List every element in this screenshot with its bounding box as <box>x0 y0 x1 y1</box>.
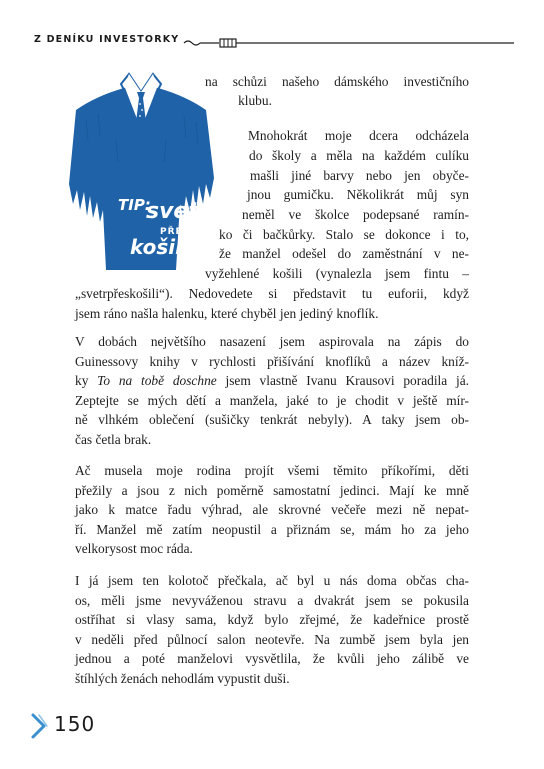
text-line: do školy a měla na každém culíku <box>249 148 469 163</box>
text-line: velkorysost moc ráda. <box>75 541 193 557</box>
text-line: klubu. <box>238 93 272 108</box>
pen-rule-decoration <box>34 31 514 53</box>
text-line: že manžel odešel do zaměstnání v ne- <box>219 246 469 261</box>
wrap-line-4-block <box>249 146 469 166</box>
sweater-illustration <box>66 70 216 270</box>
paragraph-2 <box>75 332 469 450</box>
pen-icon <box>220 39 236 47</box>
wrap-line-7-block <box>242 205 469 225</box>
wrap-line-8-block <box>219 225 469 245</box>
illustration-tip-label: TIP: <box>118 196 151 214</box>
wrap-line-1-block <box>205 72 469 92</box>
text-line: ko či bačkůrky. Stalo se dokonce i to, <box>219 227 469 242</box>
book-title: To na tobě doschne <box>97 373 217 389</box>
wrap-line-6-block <box>247 185 469 205</box>
text-line: čas četla brak. <box>75 431 152 447</box>
text-line: „svetrpřeskošili“). Nedovedete si představit tu euforii, když <box>75 286 469 301</box>
sweater-over-shirt-icon <box>66 70 216 270</box>
text-line: ří. Manžel mě zatím neopustil a přiznám se, mám ho za jeho <box>75 521 469 537</box>
text-line: neměl ve školce podepsané ramín- <box>242 207 469 222</box>
text-line: ně vlhkém oblečení (sušičky tenkrát nebyly). A taky jsem ob- <box>75 412 469 428</box>
running-header <box>34 31 514 53</box>
text-line: jednou a poté manželovi vysvětlila, že kvůli jeho zálibě ve <box>75 651 469 667</box>
illustration-svetr-label: svetr <box>146 199 210 224</box>
illustration-kosili-label: košili <box>130 235 189 259</box>
text-line: ostříhat si vlasy sama, když bylo zřejmé, že kadeřnice prostě <box>75 612 469 628</box>
chevron-right-icon <box>30 712 50 740</box>
text-line: jnou gumičku. Několikrát můj syn <box>247 187 469 202</box>
paragraph-1-rest <box>75 284 469 323</box>
text-line: v neděli před půlnocí salon neotevře. Na zumbě jsem byla jen <box>75 631 469 647</box>
wrap-line-9-block <box>219 244 469 264</box>
wrap-line-5-block <box>250 166 469 186</box>
page-number: 150 <box>54 712 96 736</box>
wrap-line-3-block <box>248 126 469 146</box>
text-line: Mnohokrát moje dcera odcházela <box>248 128 469 143</box>
text-line: mašli jiné barvy nebo jen obyče- <box>250 168 469 183</box>
illustration-pres-label: PŘES <box>160 227 191 237</box>
header-title: Z DENÍKU INVESTORKY <box>34 34 180 45</box>
text-line: os, měli jsme nevyváženou stravu a dvakrát jsem se pokusila <box>75 592 469 608</box>
wrap-line-10-block <box>205 264 469 284</box>
text-line-with-title: ky To na tobě doschne jsem vlastně Ivanu Krausovi poradila já. <box>75 373 469 389</box>
text-line: na schůzi našeho dámského investičního <box>205 74 469 89</box>
page-footer <box>30 712 120 742</box>
text-line: V dobách největšího nasazení jsem aspirovala na zápis do <box>75 334 469 349</box>
paragraph-3 <box>75 461 469 559</box>
text-line: štíhlých ženách nehodlám vypustit duši. <box>75 670 290 686</box>
text-line: přežily a jsou z nich poměrně samostatní jedinci. Mají ke mně <box>75 482 469 498</box>
text-line: Zeptejte se mých dětí a manžela, jaké to je chodit v ještě mír- <box>75 392 469 408</box>
text-line: jako k matce řadu výhrad, ale skrovné večeře mezi ně nepat- <box>75 502 469 518</box>
wrap-line-2-block <box>205 91 305 111</box>
text-line: Guinessovy knihy v rychlosti přišívání knoflíků a název kníž- <box>75 353 469 369</box>
paragraph-4 <box>75 571 469 689</box>
text-line: I já jsem ten kolotoč přečkala, ač byl u nás doma občas cha- <box>75 573 469 588</box>
text-line: Ač musela moje rodina projít všemi těmito příkořími, děti <box>75 463 469 478</box>
text-line: vyžehlené košili (vynalezla jsem fintu – <box>205 266 469 281</box>
text-line: jsem ráno našla halenku, které chyběl jen jediný knoflík. <box>75 305 379 321</box>
